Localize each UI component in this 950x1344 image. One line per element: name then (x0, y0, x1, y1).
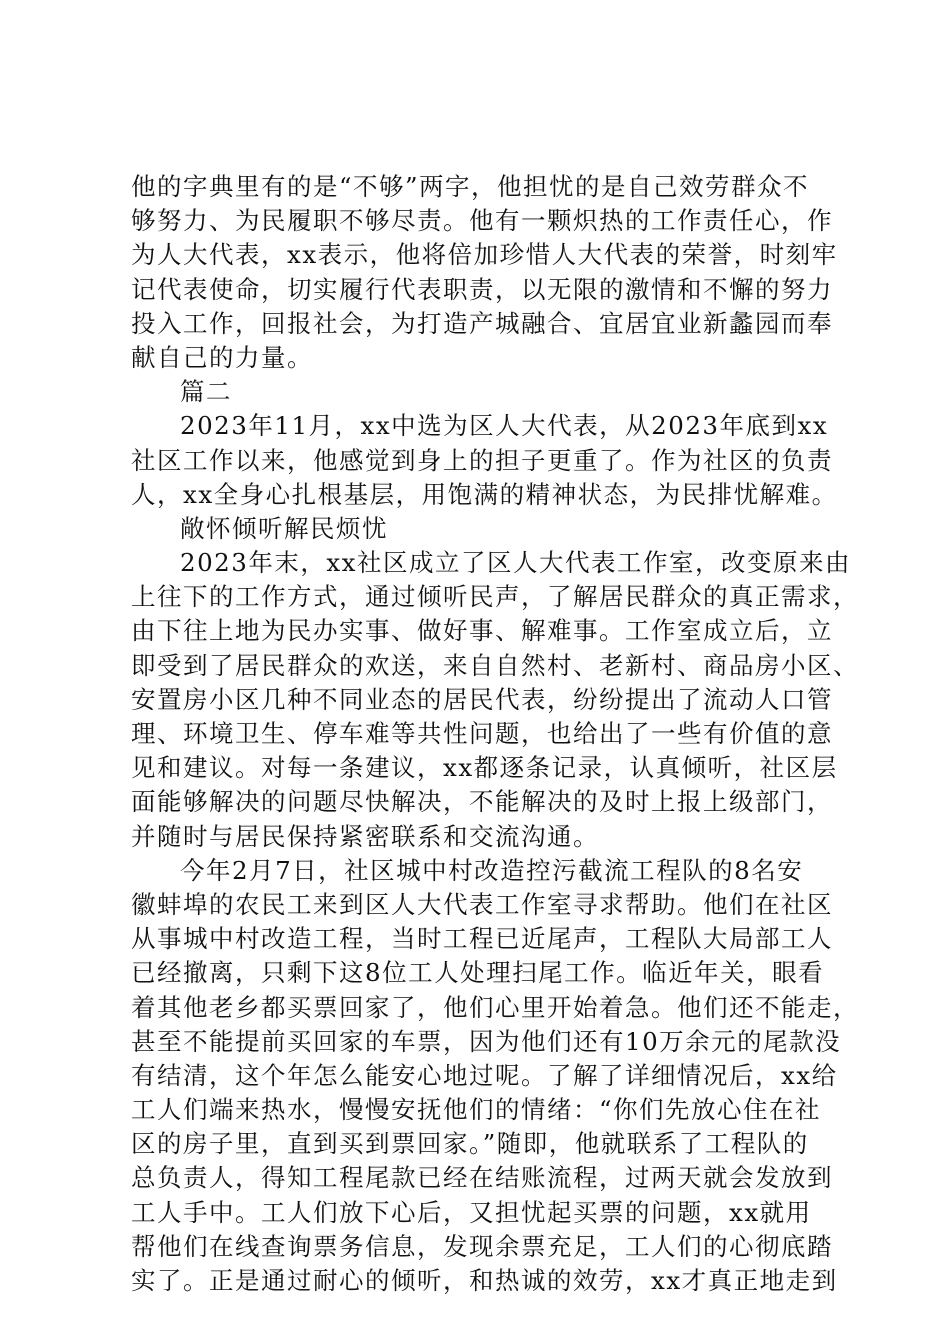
text-line: 够努力、为民履职不够尽责。他有一颗炽热的工作责任心，作 (131, 206, 833, 236)
text-line: 工人手中。工人们放下心后，又担忧起买票的问题，xx就用 (131, 1197, 812, 1227)
text-line: 帮他们在线查询票务信息，发现余票充足，工人们的心彻底踏 (131, 1231, 833, 1261)
text-line: 今年2月7日，社区城中村改造控污截流工程队的8名安 (180, 855, 804, 885)
text-line: 面能够解决的问题尽快解决，不能解决的及时上报上级部门， (131, 787, 833, 817)
text-line: 社区工作以来，他感觉到身上的担子更重了。作为社区的负责 (131, 445, 833, 475)
text-line: 安置房小区几种不同业态的居民代表，纷纷提出了流动人口管 (131, 684, 833, 714)
text-line: 已经撤离，只剩下这8位工人处理扫尾工作。临近年关，眼看 (131, 958, 825, 988)
text-line: 并随时与居民保持紧密联系和交流沟通。 (131, 821, 599, 851)
text-line: 投入工作，回报社会，为打造产城融合、宜居宜业新蠡园而奉 (131, 308, 833, 338)
text-line: 记代表使命，切实履行代表职责，以无限的激情和不懈的努力 (131, 274, 833, 304)
text-line: 徽蚌埠的农民工来到区人大代表工作室寻求帮助。他们在社区 (131, 889, 833, 919)
text-line: 工人们端来热水，慢慢安抚他们的情绪：“你们先放心住在社 (131, 1095, 822, 1125)
text-line: 2023年末，xx社区成立了区人大代表工作室，改变原来由 (180, 548, 851, 578)
text-line: 即受到了居民群众的欢送，来自自然村、老新村、商品房小区、 (131, 650, 859, 680)
text-line: 为人大代表，xx表示，他将倍加珍惜人大代表的荣誉，时刻牢 (131, 240, 838, 270)
body-text (131, 170, 859, 1298)
subsection-heading: 敞怀倾听解民烦忧 (180, 513, 388, 543)
text-line: 实了。正是通过耐心的倾听，和热诚的效劳，xx才真正地走到 (131, 1266, 838, 1295)
text-line: 献自己的力量。 (131, 342, 313, 372)
text-line: 从事城中村改造工程，当时工程已近尾声，工程队大局部工人 (131, 924, 833, 954)
text-line: 他的字典里有的是“不够”两字，他担忧的是自己效劳群众不 (131, 172, 810, 201)
section-heading: 篇二 (180, 377, 232, 407)
text-line: 理、环境卫生、停车难等共性问题，也给出了一些有价值的意 (131, 719, 833, 748)
text-line: 甚至不能提前买回家的车票，因为他们还有10万余元的尾款没 (131, 1026, 842, 1056)
text-line: 区的房子里，直到买到票回家。”随即，他就联系了工程队的 (131, 1129, 809, 1159)
text-line: 有结清，这个年怎么能安心地过呢。了解了详细情况后，xx给 (131, 1060, 838, 1090)
text-line: 着其他老乡都买票回家了，他们心里开始着急。他们还不能走， (131, 992, 859, 1022)
text-line: 2023年11月，xx中选为区人大代表，从2023年底到xx (180, 411, 829, 441)
text-line: 上往下的工作方式，通过倾听民声，了解居民群众的真正需求， (131, 582, 859, 612)
text-line: 由下往上地为民办实事、做好事、解难事。工作室成立后，立 (131, 616, 833, 646)
text-line: 总负责人，得知工程尾款已经在结账流程，过两天就会发放到 (131, 1163, 833, 1193)
text-line: 见和建议。对每一条建议，xx都逐条记录，认真倾听，社区层 (131, 753, 838, 783)
text-line: 人，xx全身心扎根基层，用饱满的精神状态，为民排忧解难。 (131, 479, 838, 509)
